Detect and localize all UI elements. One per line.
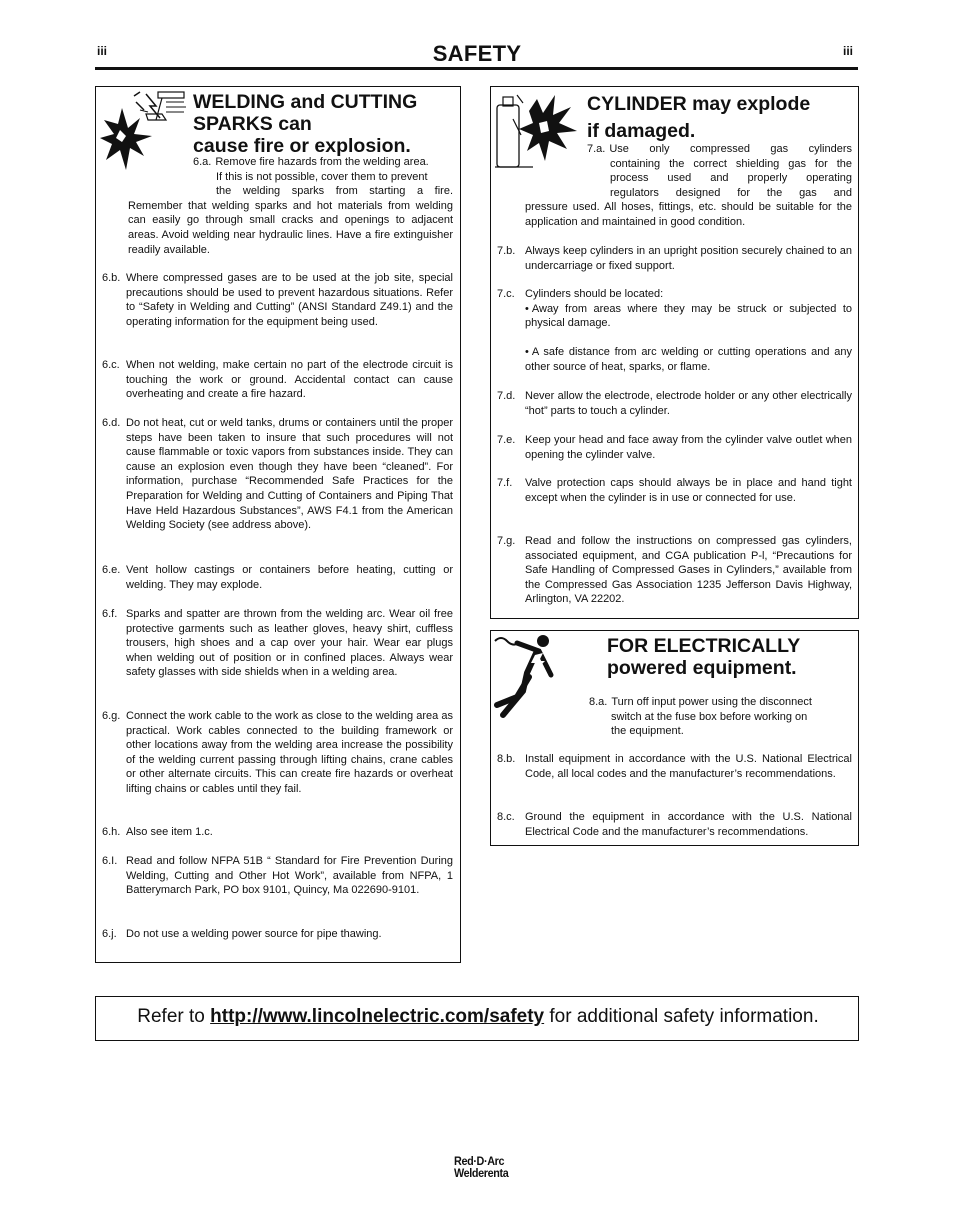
title-divider [95,67,858,70]
cylinder-heading-line2: if damaged. [587,120,696,142]
item-text: Connect the work cable to the work as close to the welding area as practical. Work cables connected to the building framework or other locations away from the welding area increase the possibility of the welding current passing through lifting chains, crane cables or other alternate circuits. This can create fire hazards or overheat lifting chains or cables until they fail. [126,710,453,795]
item-number: 6.g. [102,710,121,722]
electric-item-8a [497,695,852,739]
welding-item-6b [102,271,453,329]
item-text: Never allow the electrode, electrode holder or any other electrically “hot” parts to touch a cylinder. [525,390,852,417]
logo-line2: Welderenta [454,1166,509,1180]
item-text-line: pressure used. All hoses, fittings, etc. should be suitable for the application and maintained in good condition. [525,201,852,228]
item-number: 8.b. [497,753,516,765]
item-number: 6.a. [193,156,212,168]
item-number: 6.I. [102,855,118,867]
bullet-text: A safe distance from arc welding or cutting operations and any other source of heat, sparks, or flame. [525,346,852,373]
welding-heading-line1: WELDING and CUTTING [193,91,418,113]
page-number-right: iii [843,44,854,58]
item-text: Read and follow the instructions on compressed gas cylinders, associated equipment, and CGA publication P-l, “Precautions for Safe Handling of Compressed Gases in Cylinders,” available from the Compressed Gas Association 1235 Jefferson Davis Highway, Arlington, VA 22202. [525,535,852,606]
welding-item-6e [102,563,453,592]
electric-item-8c [497,810,852,839]
item-text-line: Remember that welding sparks and hot materials from welding can easily go through small cracks and openings to adjacent areas. Avoid welding near hydraulic lines. Have a fire extinguisher readily available. [128,199,453,256]
welding-heading-line3: cause fire or explosion. [193,135,411,157]
item-number: 7.g. [497,535,516,547]
item-number: 8.c. [497,811,515,823]
item-number: 7.c. [497,288,515,300]
item-text-line: regulators designed for the gas and [610,186,852,199]
cylinder-heading-line1: CYLINDER may explode [587,93,811,115]
item-text-line: Turn off input power using the disconnect [611,696,812,708]
welding-item-6g [102,709,453,797]
item-text: When not welding, make certain no part of the electrode circuit is touching the work or ground. Accidental contact can cause overheating and create a fire hazard. [126,359,453,401]
welding-item-6c [102,358,453,402]
item-text-line: the welding sparks from starting a fire. [216,185,453,198]
cylinder-item-7a [497,142,852,230]
electric-heading-line1: FOR ELECTRICALLY [607,635,801,657]
item-text: Cylinders should be located: [525,288,664,300]
item-text-line: process used and properly operating [610,172,852,185]
item-text: Read and follow NFPA 51B “ Standard for Fire Prevention During Welding, Cutting and Other Hot Work”, available from NFPA, 1 Batterymarch Park, PO box 9101, Quincy, Ma 022690-9101. [126,855,453,897]
item-number: 7.e. [497,434,516,446]
safety-link[interactable]: http://www.lincolnelectric.com/safety [210,1006,545,1027]
item-text: Always keep cylinders in an upright position securely chained to an undercarriage or fixed support. [525,245,852,272]
footer-logo [454,1155,514,1179]
cylinder-item-7b [497,244,852,273]
item-text-line: If this is not possible, cover them to prevent [216,170,428,183]
refer-suffix: for additional safety information. [549,1006,819,1027]
welding-item-6d [102,416,453,533]
refer-prefix: Refer to [137,1006,205,1027]
item-number: 6.j. [102,928,117,940]
item-number: 7.f. [497,477,513,489]
item-number: 8.a. [589,696,608,708]
item-text: Where compressed gases are to be used at the job site, special precautions should be used to prevent hazardous situations. Refer to “Safety in Welding and Cutting” (ANSI Standard Z49.1) and the operating information for the equipment being used. [126,272,453,328]
welding-item-6a [102,155,453,257]
welding-item-6i [102,854,453,898]
item-text-line: containing the correct shielding gas for the [610,157,852,170]
item-number: 7.a. [587,143,606,155]
cylinder-section [490,86,859,619]
list-item: • Away from areas where they may be struck or subjected to physical damage. [525,302,852,330]
refer-sentence [96,1006,860,1028]
cylinder-item-7d [497,389,852,418]
welding-item-6j [102,927,453,942]
logo-line1: Red·D·Arc [454,1154,505,1168]
electric-item-8b [497,752,852,781]
item-text: Ground the equipment in accordance with the U.S. National Electrical Code and the manufacturer’s recommendations. [525,811,852,838]
cylinder-item-7c [497,287,852,375]
item-text: Do not use a welding power source for pipe thawing. [126,928,382,940]
list-item: • A safe distance from arc welding or cutting operations and any other source of heat, sparks, or flame. [525,346,852,373]
item-text: Do not heat, cut or weld tanks, drums or containers until the proper steps have been taken to insure that such procedures will not cause flammable or toxic vapors from substances inside. They can cause an explosion even though they have been “cleaned”. For information, purchase “Recommended Safe Practices for the Preparation for Welding and Cutting of Containers and Piping That Have Held Hazardous Substances”, AWS F4.1 from the American Welding Society (see address above). [126,417,453,532]
item-text-line: the equipment. [611,725,684,738]
item-number: 6.h. [102,826,121,838]
item-text: Install equipment in accordance with the U.S. National Electrical Code, all local codes and the manufacturer’s recommendations. [525,753,852,780]
item-text: Valve protection caps should always be in place and hand tight except when the cylinder is in use or connected for use. [525,477,852,504]
welding-item-6f [102,607,453,680]
cylinder-item-7e [497,433,852,462]
item-text-line: Use only compressed gas cylinders [609,143,852,155]
welding-heading-line2: SPARKS can [193,113,312,135]
item-text: Also see item 1.c. [126,826,213,838]
electric-heading-line2: powered equipment. [607,657,797,679]
item-text-line: Remove fire hazards from the welding area. [215,156,429,168]
item-number: 6.b. [102,272,121,284]
page-number-left: iii [97,44,108,58]
item-text: Vent hollow castings or containers before heating, cutting or welding. They may explode. [126,564,453,591]
welding-item-6h [102,825,453,840]
refer-banner [95,996,859,1041]
item-number: 6.d. [102,417,121,429]
item-number: 7.d. [497,390,516,402]
cylinder-item-7g [497,534,852,607]
item-number: 7.b. [497,245,516,257]
item-text: Keep your head and face away from the cylinder valve outlet when opening the cylinder valve. [525,434,852,461]
electrical-section [490,630,859,846]
bullet-text: Away from areas where they may be struck or subjected to physical damage. [525,302,852,330]
item-number: 6.c. [102,359,120,371]
page-title: SAFETY [432,41,522,66]
item-number: 6.f. [102,608,118,620]
cylinder-item-7f [497,476,852,505]
item-text-line: switch at the fuse box before working on [611,710,808,723]
welding-sparks-section [95,86,461,963]
item-number: 6.e. [102,564,121,576]
item-text: Sparks and spatter are thrown from the welding arc. Wear oil free protective garments such as leather gloves, heavy shirt, cuffless trousers, high shoes and a cap over your hair. Wear ear plugs when welding out of position or in confined places. Always wear safety glasses with side shields when in a welding area. [126,608,453,679]
